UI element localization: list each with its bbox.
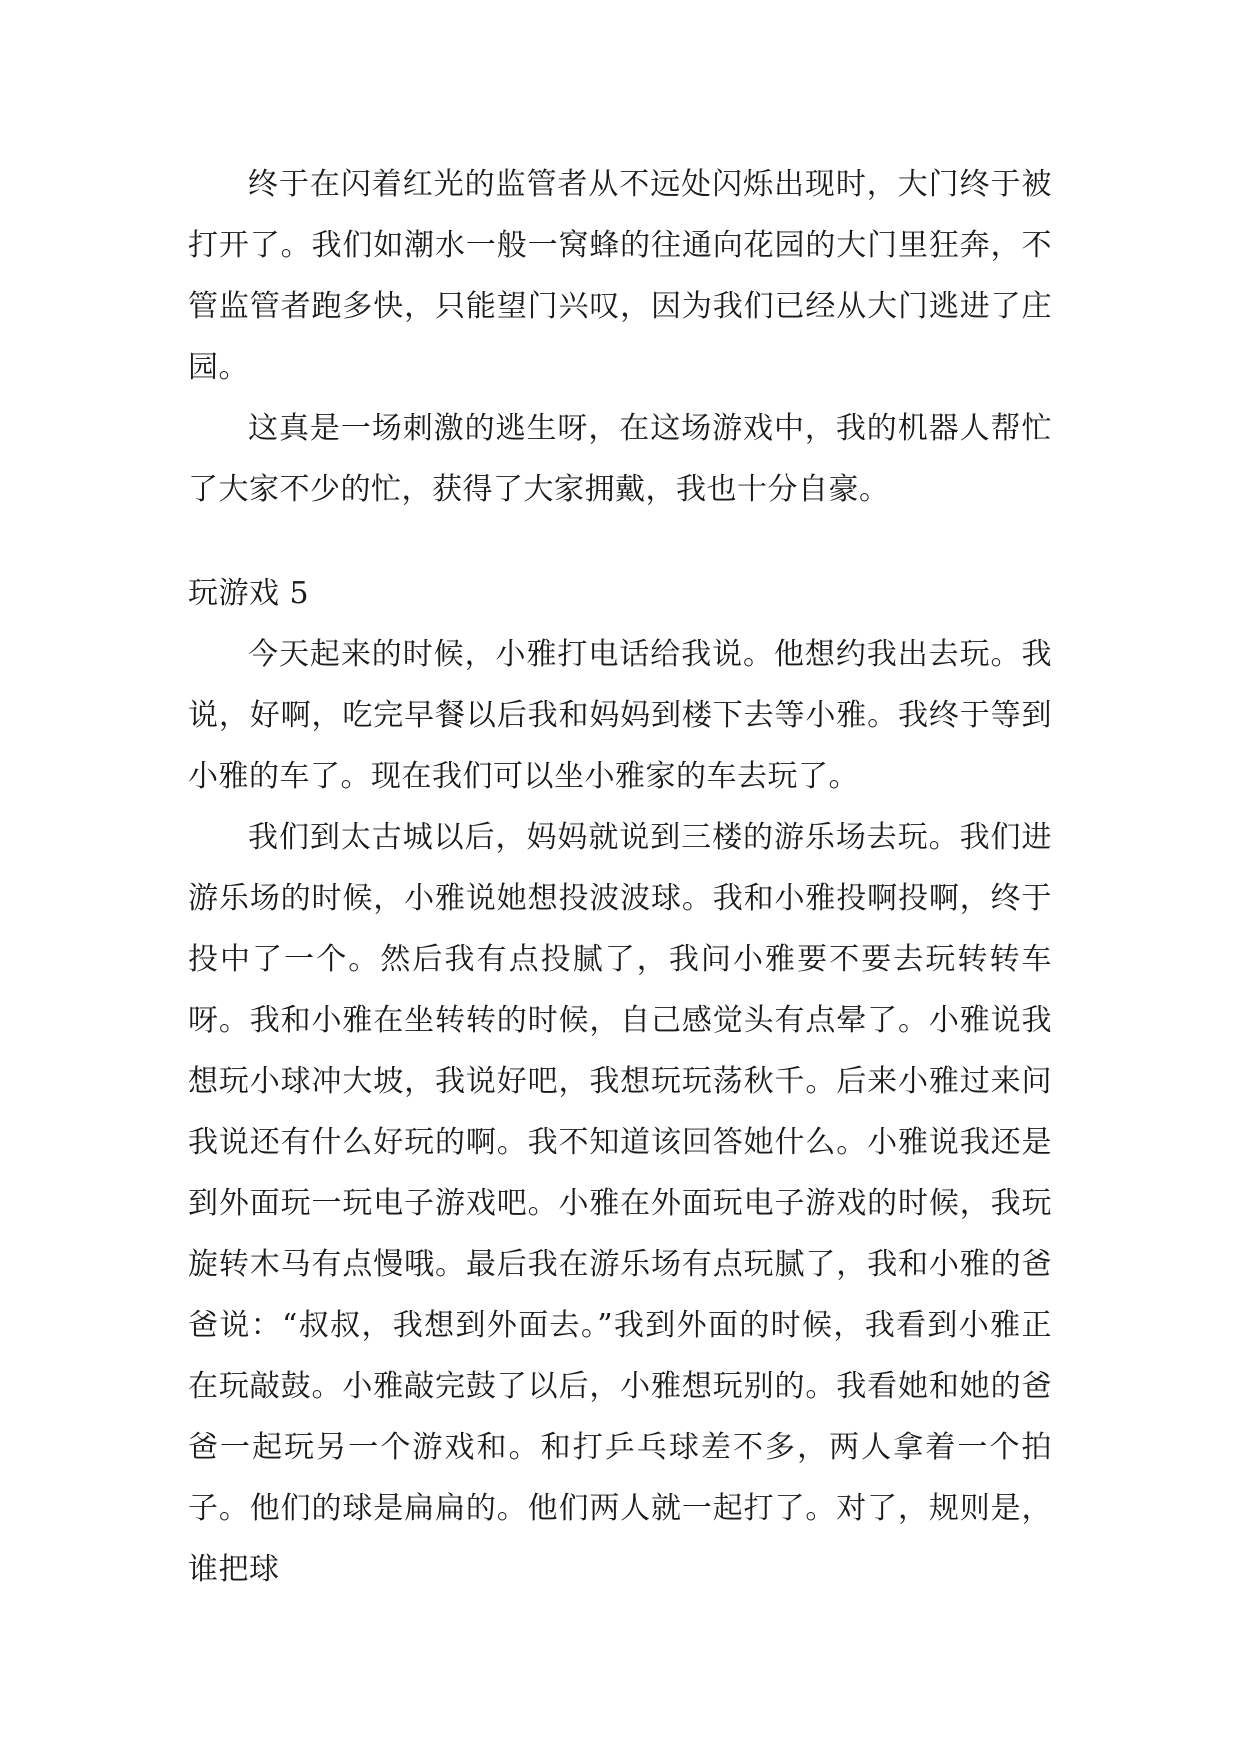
paragraph-escape-gate: 终于在闪着红光的监管者从不远处闪烁出现时，大门终于被打开了。我们如潮水一般一窝蜂的往通向花园的大门里狂奔，不管监管者跑多快，只能望门兴叹，因为我们已经从大门逃进了庄园。 <box>188 167 1052 385</box>
paragraph-phone-call: 今天起来的时候，小雅打电话给我说。他想约我出去玩。我说，好啊，吃完早餐以后我和妈妈到楼下去等小雅。我终于等到小雅的车了。现在我们可以坐小雅家的车去玩了。 <box>188 637 1052 794</box>
paragraph-escape-conclusion: 这真是一场刺激的逃生呀，在这场游戏中，我的机器人帮忙了大家不少的忙，获得了大家拥戴，我也十分自豪。 <box>188 411 1052 507</box>
section-text-block <box>188 563 1052 1600</box>
paragraph-playground: 我们到太古城以后，妈妈就说到三楼的游乐场去玩。我们进游乐场的时候，小雅说她想投波波球。我和小雅投啊投啊，终于投中了一个。然后我有点投腻了，我问小雅要不要去玩转转车呀。我和小雅在坐转转的时候，自己感觉头有点晕了。小雅说我想玩小球冲大坡，我说好吧，我想玩玩荡秋千。后来小雅过来问我说还有什么好玩的啊。我不知道该回答她什么。小雅说我还是到外面玩一玩电子游戏吧。小雅在外面玩电子游戏的时候，我玩旋转木马有点慢哦。最后我在游乐场有点玩腻了，我和小雅的爸爸说：“叔叔，我想到外面去。”我到外面的时候，我看到小雅正在玩敲鼓。小雅敲完鼓了以后，小雅想玩别的。我看她和她的爸爸一起玩另一个游戏和。和打乒乓球差不多，两人拿着一个拍子。他们的球是扁扁的。他们两人就一起打了。对了，规则是，谁把球 <box>188 820 1052 1587</box>
top-text-block <box>188 154 1052 520</box>
section-title: 玩游戏 5 <box>188 576 310 611</box>
